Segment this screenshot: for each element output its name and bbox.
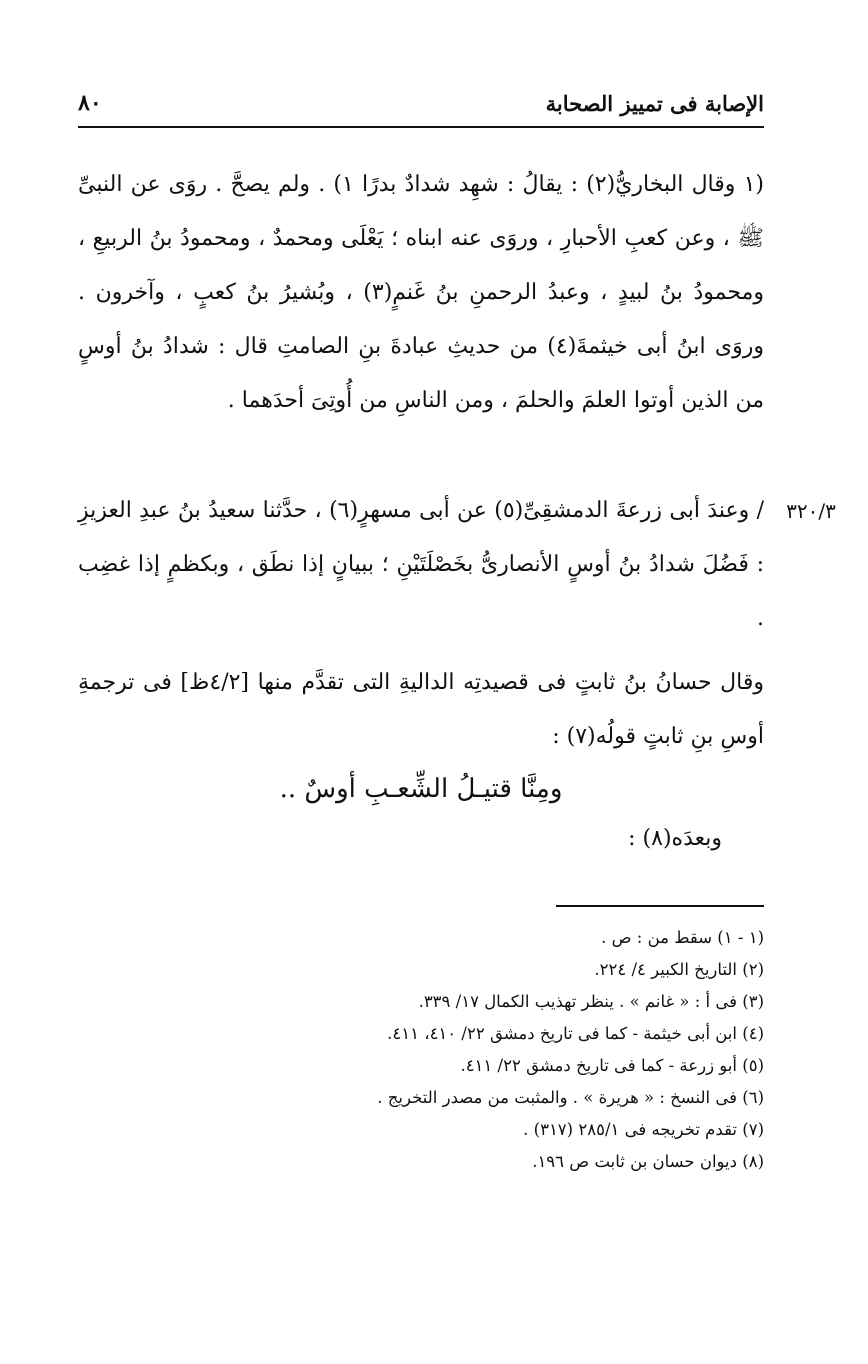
margin-reference: ٣٢٠/٣: [786, 499, 836, 523]
header-rule: [78, 126, 764, 128]
after-poem-text: وبعدَه(٨) :: [628, 826, 722, 851]
page-number: ٨٠: [78, 90, 102, 116]
paragraph-3: وقال حسانُ بنُ ثابتٍ فى قصيدتِه الداليةِ التى تقدَّم منها [٤/٢ظ] فى ترجمةِ أوسِ بنِ ثابتٍ قولُه(٧) :: [78, 670, 764, 749]
footnote: (٧) تقدم تخريجه فى ٢٨٥/١ (٣١٧) .: [523, 1120, 764, 1139]
footnote: (٥) أبو زرعة - كما فى تاريخ دمشق ٢٢/ ٤١١.: [460, 1056, 764, 1075]
footnote: (٤) ابن أبى خيثمة - كما فى تاريخ دمشق ٢٢/ ٤١٠، ٤١١.: [387, 1024, 764, 1043]
paragraph-1: (١ وقال البخاريُّ(٢) : يقالُ : شهِد شدادٌ بدرًا ١) . ولم يصحَّ . روَى عن النبىِّ ﷺ ، وعن كعبِ الأحبارِ ، وروَى عنه ابناه ؛ يَعْلَى ومحمدٌ ، ومحمودُ بنُ الربيعِ ، ومحمودُ بنُ لبيدٍ ، وعبدُ الرحمنِ بنُ غَنمٍ(٣) ، وبُشيرُ بنُ كعبٍ ، وآخرون . وروَى ابنُ أبى خيثمةَ(٤) من حديثِ عبادةَ بنِ الصامتِ قال : شدادُ بنُ أوسٍ من الذين أوتوا العلمَ والحلمَ ، ومن الناسِ من أُوتِىَ أحدَهما .: [78, 172, 764, 413]
poem-line: ومِنَّا قتيـلُ الشِّعـبِ أوسٌ ..: [279, 774, 563, 804]
footnote: (١ - ١) سقط من : ص .: [601, 928, 764, 947]
footnote: (٣) فى أ : « غانم » . ينظر تهذيب الكمال ١٧/ ٣٣٩.: [418, 992, 764, 1011]
footnote: (٢) التاريخ الكبير ٤/ ٢٢٤.: [594, 960, 764, 979]
paragraph-2: / وعندَ أبى زرعةَ الدمشقِىِّ(٥) عن أبى مسهرٍ(٦) ، حدَّثنا سعيدُ بنُ عبدِ العزيزِ : فَضُلَ شدادُ بنُ أوسٍ الأنصارىُّ بخَصْلَتَيْنِ ؛ ببيانٍ إذا نطَق ، وبكظمٍ إذا غضِب .: [78, 498, 764, 631]
page-header: [78, 86, 764, 120]
footnote-rule: [556, 905, 764, 907]
running-title: الإصابة فى تمييز الصحابة: [545, 90, 764, 116]
footnote: (٦) فى النسخ : « هريرة » . والمثبت من مصدر التخريج .: [377, 1088, 764, 1107]
footnote: (٨) ديوان حسان بن ثابت ص ١٩٦.: [532, 1152, 764, 1171]
footnotes: [78, 922, 764, 1178]
